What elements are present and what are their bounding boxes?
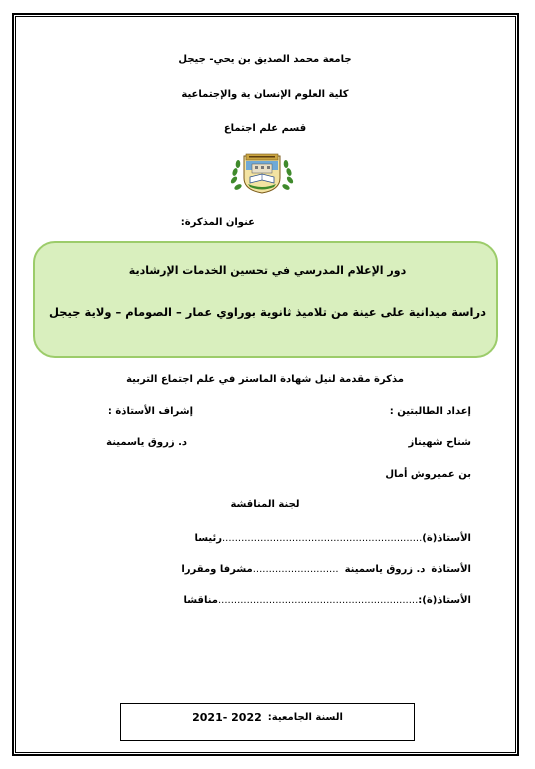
academic-year-value: 2021- 2022 [192, 711, 262, 724]
academic-year [120, 711, 415, 725]
thesis-title-label: عنوان المذكرة: [180, 217, 255, 228]
thesis-title-box [33, 241, 498, 358]
committee-member-role: مناقشا [183, 595, 218, 606]
student-name-1: شناح شهيناز [408, 437, 471, 448]
committee-row [181, 563, 471, 577]
committee-row [194, 532, 471, 546]
committee-member-role: مشرفا ومقررا [181, 564, 253, 575]
committee-member-dots: ............................................................... [222, 533, 423, 544]
supervisor-name: د. زروق ياسمينة [106, 437, 187, 448]
committee-member-dots: ........................... [252, 564, 339, 575]
department-name: قسم علم اجتماع [223, 123, 307, 134]
supervisor-label: إشراف الأستاذة : [107, 406, 193, 417]
thesis-title-line1: دور الإعلام المدرسي في تحسين الخدمات الإرشادية [128, 264, 407, 277]
faculty-name: كلية العلوم الإنسان ية والإجتماعية [181, 89, 349, 100]
committee-row [183, 594, 471, 608]
students-label: إعداد الطالبتين : [389, 406, 471, 417]
committee-member-title: الأستاذ(ة): [418, 595, 471, 606]
committee-member-dots: ............................................................... [218, 595, 419, 606]
thesis-title-line2: دراسة ميدانية على عينة من تلاميذ ثانوية بوراوي عمار – الصومام – ولاية جيجل [48, 305, 486, 319]
committee-member-title: الأستاذة [431, 564, 471, 575]
committee-member-role: رئيسا [194, 533, 222, 544]
student-name-2: بن عميروش أمال [385, 469, 471, 480]
committee-member-name: د. زروق ياسمينة [344, 564, 426, 575]
university-name: جامعة محمد الصديق بن يحي- جيجل [178, 54, 352, 65]
academic-year-label: السنة الجامعية: [267, 712, 343, 723]
thesis-subtitle: مذكرة مقدمة لنيل شهادة الماستر في علم اجتماع التربية [126, 374, 404, 385]
committee-member-title: الأستاذ(ة) [422, 533, 471, 544]
committee-label: لجنة المناقشة [230, 499, 300, 510]
university-seal-icon [228, 150, 296, 194]
